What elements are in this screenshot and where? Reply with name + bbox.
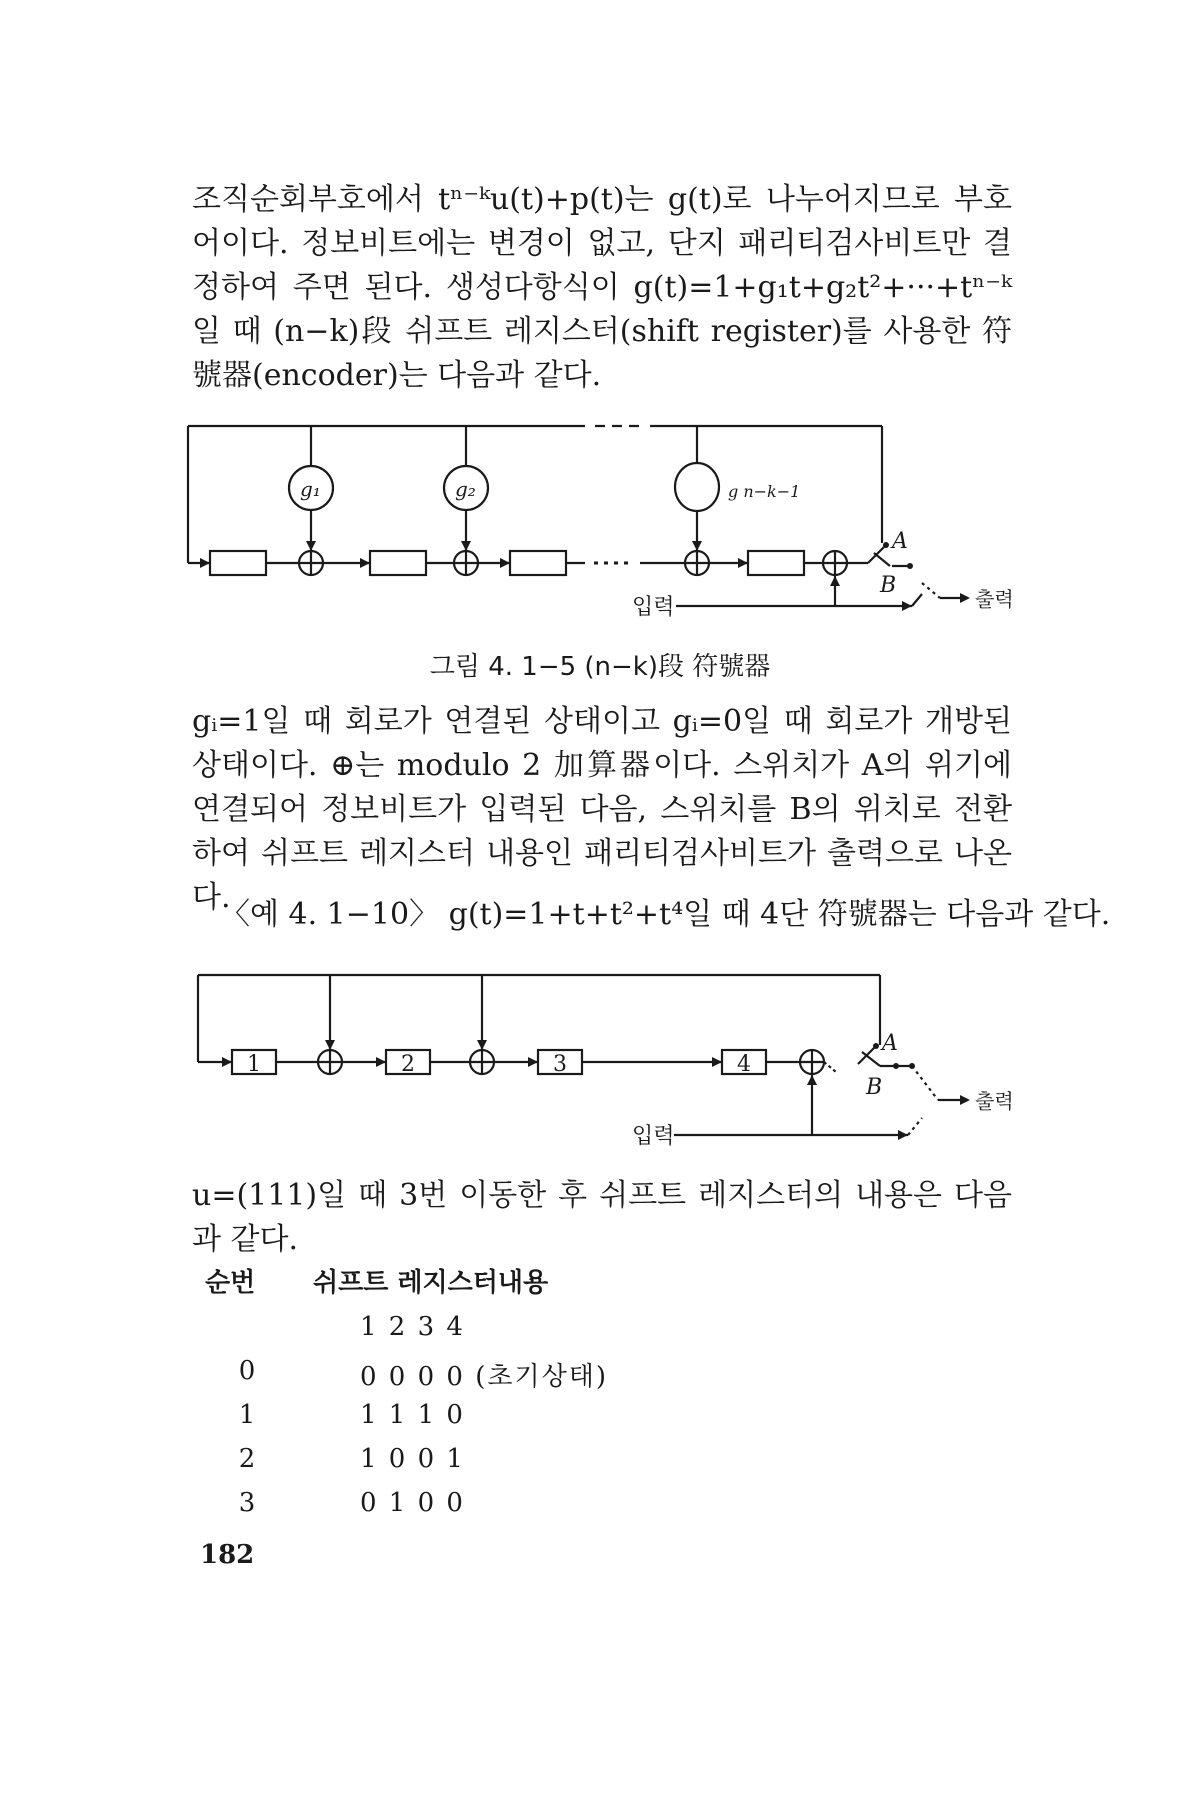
table-row xyxy=(0,1400,900,1440)
table-row-index: 3 xyxy=(238,1488,256,1518)
switch-label-b: B xyxy=(880,573,897,598)
page-number: 182 xyxy=(200,1540,255,1570)
table-row-index: 1 xyxy=(238,1400,256,1430)
figure1-caption: 그림 4. 1−5 (n−k)段 符號器 xyxy=(429,652,771,682)
example-heading: 〈예 4. 1−10〉 g(t)=1+t+t²+t⁴일 때 4단 符號器는 다음과 같다. xyxy=(220,897,1111,932)
reg-label-4: 4 xyxy=(737,1052,751,1077)
input2-label: 입력 xyxy=(632,1124,675,1149)
table-row xyxy=(0,1488,900,1528)
table-row xyxy=(0,1356,900,1396)
table-col-index: 순번 xyxy=(205,1268,256,1298)
table-row-index: 2 xyxy=(238,1444,256,1474)
switch-label-a: A xyxy=(892,529,908,554)
output2-label: 출력 xyxy=(975,1089,1014,1113)
output-label: 출력 xyxy=(975,587,1014,611)
table-row-value: 0 1 0 0 xyxy=(360,1488,465,1518)
input-label: 입력 xyxy=(632,595,675,620)
reg-label-2: 2 xyxy=(401,1052,415,1077)
table-digit-header xyxy=(0,1312,900,1352)
switch2-label-a: A xyxy=(882,1031,898,1056)
label-g1: g₁ xyxy=(300,477,321,501)
paragraph-shift-intro-text: u=(111)일 때 3번 이동한 후 쉬프트 레지스터의 내용은 다음과 같다. xyxy=(192,1178,1012,1257)
table-digit-labels: 1 2 3 4 xyxy=(360,1312,465,1342)
paragraph-shift-intro xyxy=(192,1174,1012,1262)
table-row xyxy=(0,1444,900,1484)
table-row-value: 1 0 0 1 xyxy=(360,1444,465,1474)
reg-label-1: 1 xyxy=(247,1052,261,1077)
label-g2: g₂ xyxy=(455,477,476,501)
table-row-index: 0 xyxy=(238,1356,256,1386)
label-gnk: g n−k−1 xyxy=(728,482,801,501)
table-row-value: 0 0 0 0 (초기상태) xyxy=(360,1362,608,1392)
reg-label-3: 3 xyxy=(553,1052,567,1077)
switch2-label-b: B xyxy=(866,1075,883,1100)
paragraph-intro-text: 조직순회부호에서 tⁿ⁻ᵏu(t)+p(t)는 g(t)로 나누어지므로 부호어이다. 정보비트에는 변경이 없고, 단지 패리티검사비트만 결정하여 주면 된다. 생성다항식이 g(t)=1+g₁t+g₂t²+···+tⁿ⁻ᵏ일 때 (n−k)段 쉬프트 레지스터(shift register)를 사용한 符號器(encoder)는 다음과 같다. xyxy=(192,182,1012,393)
table-row-value: 1 1 1 0 xyxy=(360,1400,465,1430)
paragraph-explanation-text: gᵢ=1일 때 회로가 연결된 상태이고 gᵢ=0일 때 회로가 개방된 상태이다. ⊕는 modulo 2 加算器이다. 스위치가 A의 위기에 연결되어 정보비트가 입력된 다음, 스위치를 B의 위치로 전환하여 쉬프트 레지스터 내용인 패리티검사비트가 출력으로 나온다. xyxy=(192,704,1012,915)
table-col-content: 쉬프트 레지스터내용 xyxy=(313,1268,549,1298)
